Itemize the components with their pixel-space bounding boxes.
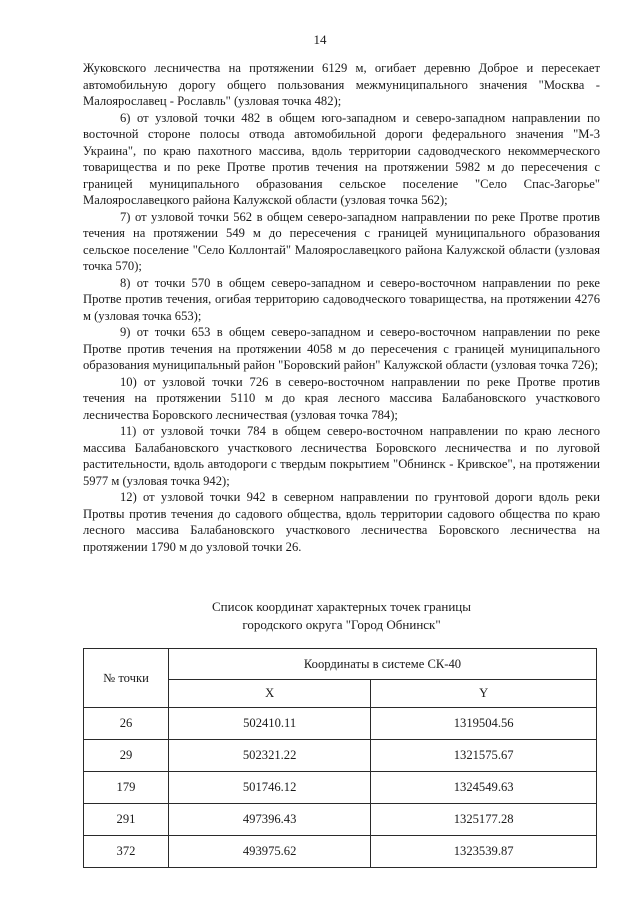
cell-y: 1325177.28	[371, 804, 597, 836]
table-row	[84, 804, 597, 836]
header-point-number: № точки	[84, 649, 169, 708]
cell-y: 1324549.63	[371, 772, 597, 804]
cell-point: 26	[84, 708, 169, 740]
cell-x: 497396.43	[169, 804, 371, 836]
cell-x: 502321.22	[169, 740, 371, 772]
table-row	[84, 740, 597, 772]
page-number: 14	[313, 32, 327, 47]
paragraph-item-6: 6) от узловой точки 482 в общем юго-западном и северо-западном направлении по восточной стороне полосы отвода автомобильной дороги федерального значения "М-3 Украина", по краю пахотного массива, вдоль территории садоводческого некоммерческого товарищества и по реке Протве против течения на протяжении 5982 м до пересечения с границей муниципального образования сельское поселение "Село Спас-Загорье" Малоярославецкого района Калужской области (узловая точка 562);	[83, 110, 600, 207]
paragraph-item-12: 12) от узловой точки 942 в северном направлении по грунтовой дороги вдоль реки Протвы против течения до садового общества, вдоль территории садового общества по краю лесного массива Балабановского участкового лесничества Боровского лесничества на протяжении 1790 м до узловой точки 26.	[83, 490, 600, 554]
header-y: Y	[371, 680, 597, 708]
cell-x: 493975.62	[169, 836, 371, 868]
cell-y: 1319504.56	[371, 708, 597, 740]
cell-x: 502410.11	[169, 708, 371, 740]
paragraph-item-10: 10) от узловой точки 726 в северо-восточном направлении по реке Протве против течения на протяжении 5110 м до края лесного массива Балабановского участкового лесничества Боровского лесничествая (узловая точка 784);	[83, 374, 600, 422]
paragraph-item-7: 7) от узловой точки 562 в общем северо-западном направлении по реке Протве против течения на протяжении 549 м до пересечения с границей муниципального образования сельское поселение "Село Коллонтай" Малоярославецкого района Калужской области (узловая точка 570);	[83, 209, 600, 273]
table-row	[84, 836, 597, 868]
paragraph-item-11: 11) от узловой точки 784 в общем северо-восточном направлении по краю лесного массива Балабановского участкового лесничества Боровского лесничества и по луговой растительности, вдоль автодороги с твердым покрытием "Обнинск - Кривское", на протяжении 5977 м (узловая точка 942);	[83, 424, 600, 488]
caption-line-2: городского округа "Город Обнинск"	[242, 617, 441, 632]
cell-point: 179	[84, 772, 169, 804]
cell-x: 501746.12	[169, 772, 371, 804]
document-body	[83, 60, 600, 555]
cell-y: 1323539.87	[371, 836, 597, 868]
caption-line-1: Список координат характерных точек границы	[212, 599, 471, 614]
paragraph-item-9: 9) от точки 653 в общем северо-западном и северо-восточном направлении по реке Протве против течения на протяжении 4058 м до пересечения с границей муниципального образования муниципальный район "Боровский район" Калужской области (узловая точка 726);	[83, 325, 600, 372]
cell-point: 29	[84, 740, 169, 772]
coordinates-table	[83, 648, 597, 868]
table-row	[84, 772, 597, 804]
cell-y: 1321575.67	[371, 740, 597, 772]
paragraph-continuation: Жуковского лесничества на протяжении 6129 м, огибает деревню Доброе и пересекает автомобильную дорогу общего пользования межмуниципального значения "Москва - Малоярославец - Рославль" (узловая точка 482);	[83, 61, 600, 108]
paragraph-item-8: 8) от точки 570 в общем северо-западном и северо-восточном направлении по реке Протве против течения, огибая территорию садоводческого товарищества, на протяжении 4276 м (узловая точка 653);	[83, 275, 600, 323]
cell-point: 372	[84, 836, 169, 868]
table-row	[84, 708, 597, 740]
cell-point: 291	[84, 804, 169, 836]
header-coordinate-system: Координаты в системе СК-40	[169, 649, 597, 680]
coordinates-list-caption	[83, 598, 600, 634]
header-x: X	[169, 680, 371, 708]
